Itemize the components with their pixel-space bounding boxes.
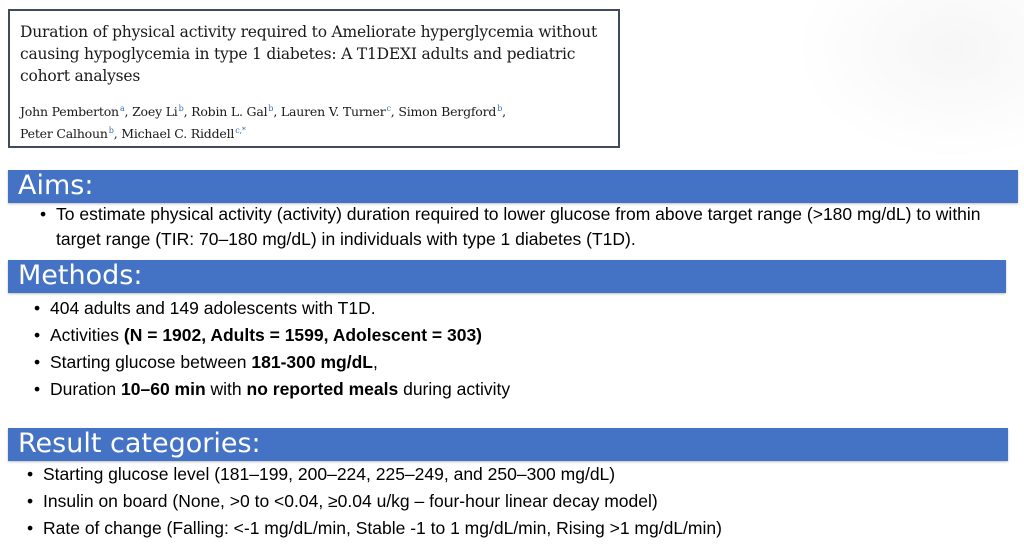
aims-heading: Aims:	[18, 170, 94, 201]
paper-title: Duration of physical activity required to Ameliorate hyperglycemia without causing hypoglycemia in type 1 diabetes: A T1DEXI adults and pediatric cohort analyses	[20, 23, 597, 85]
paper-header-card	[8, 9, 620, 148]
methods-bullet: • 404 adults and 149 adolescents with T1D.	[34, 295, 994, 322]
aims-bullet: • To estimate physical activity (activity) duration required to lower glucose from above target range (>180 mg/dL) to within target range (TIR: 70–180 mg/dL) in individuals with type 1 diabetes (T1D).	[40, 202, 1020, 252]
methods-banner	[8, 260, 1006, 293]
background-glare	[794, 0, 1024, 160]
methods-bullet: • Duration 10–60 min with no reported meals during activity	[34, 376, 994, 403]
results-banner	[8, 428, 1008, 461]
aims-banner	[8, 170, 1018, 203]
methods-heading: Methods:	[18, 260, 143, 291]
author-4: Lauren V. Turner $^c$,	[280, 104, 399, 120]
results-bullet: • Starting glucose level (181–199, 200–224, 225–249, and 250–300 mg/dL)	[27, 461, 1017, 488]
author-6: Peter Calhoun $^b$,	[20, 126, 122, 142]
author-2: Zoey Li $^b$,	[132, 104, 192, 120]
author-3: Robin L. Gal $^b$,	[191, 104, 281, 120]
paper-authors	[20, 99, 608, 143]
methods-bullet: • Starting glucose between 181-300 mg/dL,	[34, 349, 994, 376]
author-5: Simon Bergford $^b$,	[398, 104, 506, 120]
results-heading: Result categories:	[18, 428, 261, 459]
author-7: Michael C. Riddell $^{c,*}$	[121, 126, 246, 142]
results-list	[27, 461, 1017, 542]
results-bullet: • Rate of change (Falling: <-1 mg/dL/min, Stable -1 to 1 mg/dL/min, Rising >1 mg/dL/min)	[27, 515, 1017, 542]
author-1: John Pemberton $^a$,	[20, 104, 133, 120]
methods-bullet: • Activities (N = 1902, Adults = 1599, Adolescent = 303)	[34, 322, 994, 349]
results-bullet: • Insulin on board (None, >0 to <0.04, ≥0.04 u/kg – four-hour linear decay model)	[27, 488, 1017, 515]
aims-list	[40, 202, 1020, 252]
methods-list	[34, 295, 994, 403]
